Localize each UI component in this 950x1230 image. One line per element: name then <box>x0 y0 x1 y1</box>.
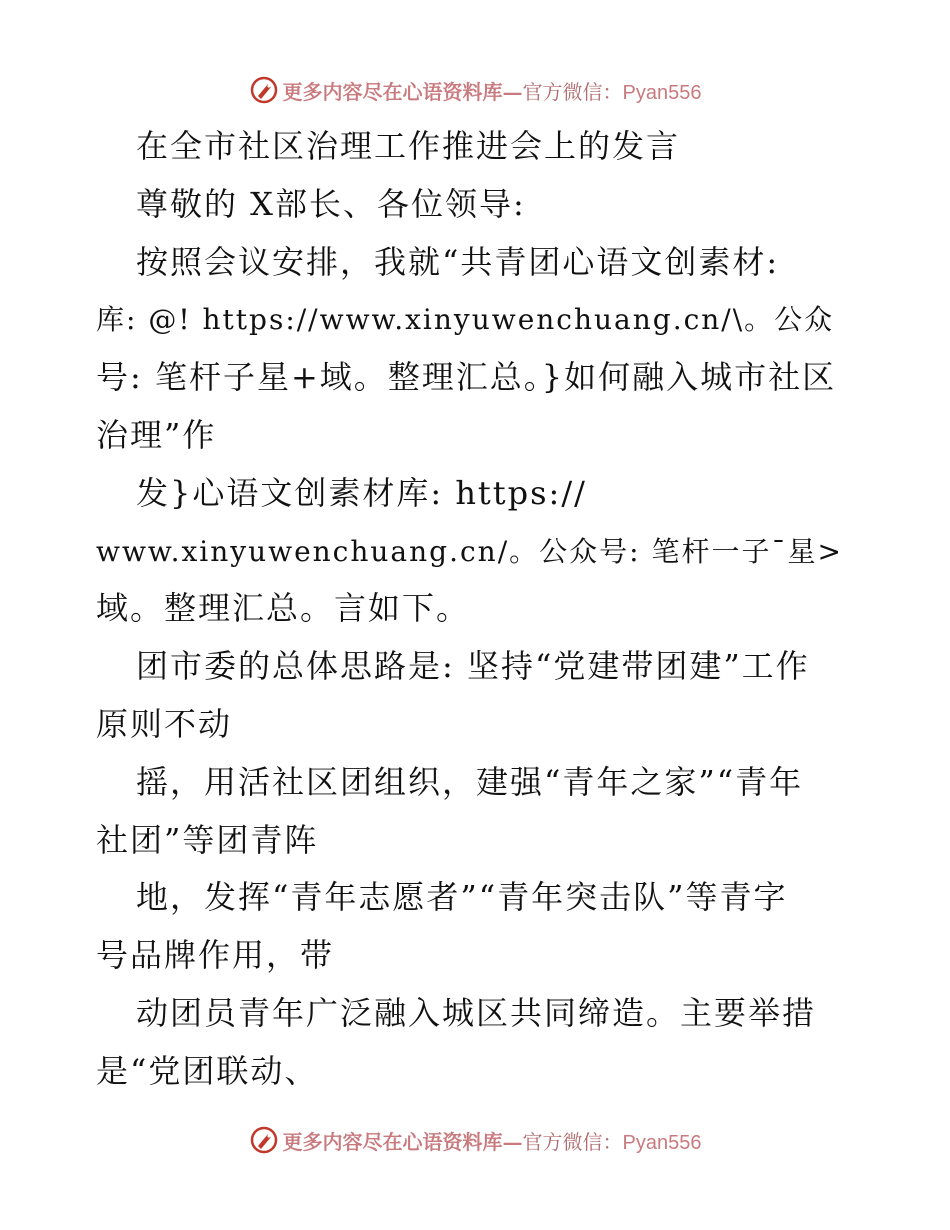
watermark-dash: — <box>502 1129 523 1154</box>
text-line: 动团员青年广泛融入城区共同缔造。主要举措 <box>136 993 817 1032</box>
watermark-wechat-id: Pyan556 <box>622 81 702 104</box>
footer-watermark-banner <box>0 1120 950 1160</box>
text-line: 治理”作 <box>96 415 217 454</box>
text-line: 号品牌作用，带 <box>96 936 335 975</box>
text-line: 在全市社区治理工作推进会上的发言 <box>136 127 681 165</box>
watermark-wechat-id: Pyan556 <box>622 1131 702 1154</box>
watermark-dash: — <box>502 79 523 104</box>
text-line: 发}心语文创素材库: https:// <box>136 473 587 512</box>
watermark-text <box>283 1126 702 1155</box>
watermark-wechat-label: 官方微信： <box>522 79 623 104</box>
text-line: 是“党团联动、 <box>96 1051 319 1090</box>
header-watermark-banner <box>0 70 950 110</box>
text-line: www.xinyuwenchuang.cn/。公众号: 笔杆一子¯星> <box>96 534 843 568</box>
text-line: 摇，用活社区团组织，建强“青年之家”“青年 <box>136 762 804 801</box>
watermark-main-text: 更多内容尽在心语资料库 <box>282 79 503 104</box>
text-line: 号: 笔杆子星+域。整理汇总。}如何融入城市社区 <box>96 358 837 397</box>
document-body <box>96 118 856 1101</box>
pen-nib-icon <box>249 1125 279 1155</box>
text-line: 地，发挥“青年志愿者”“青年突击队”等青字 <box>136 878 788 917</box>
text-line: 按照会议安排，我就“共青团心语文创素材: <box>136 242 780 281</box>
text-line: 原则不动 <box>96 704 233 743</box>
text-line: 社团”等团青阵 <box>96 820 319 859</box>
watermark-wechat-label: 官方微信： <box>522 1129 623 1154</box>
text-line: 库: @! https://www.xinyuwenchuang.cn/\。公众 <box>96 303 835 337</box>
watermark-text <box>283 76 702 105</box>
watermark-main-text: 更多内容尽在心语资料库 <box>282 1129 503 1154</box>
text-line: 域。整理汇总。言如下。 <box>96 589 471 628</box>
pen-nib-icon <box>249 75 279 105</box>
text-line: 团市委的总体思路是: 坚持“党建带团建”工作 <box>136 647 810 686</box>
text-line: 尊敬的 X部长、各位领导: <box>136 184 526 223</box>
